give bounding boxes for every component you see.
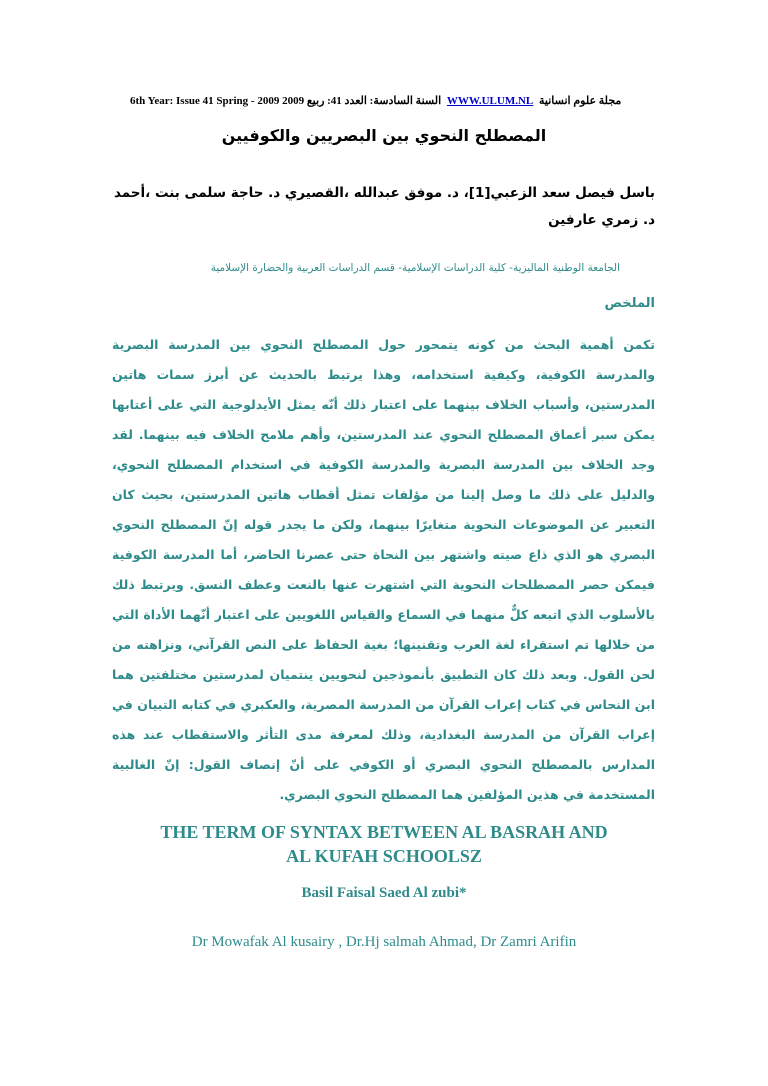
- arabic-affiliation: الجامعة الوطنية الماليزية- كلية الدراسات الإسلامية- قسم الدراسات العربية والحضارة الإسلامية: [210, 262, 620, 274]
- issue-en: 6th Year: Issue 41 Spring - 2009: [130, 95, 280, 107]
- arabic-authors: باسل فيصل سعد الزعبي[1]، د. موفق عبدالله ،القصيري د. حاجة سلمى بنت ،أحمد د. زمري عارفين: [113, 185, 655, 228]
- english-title: [0, 820, 768, 868]
- journal-header: [130, 94, 650, 107]
- abstract-heading: الملخص: [604, 296, 655, 311]
- english-coauthors: Dr Mowafak Al kusairy , Dr.Hj salmah Ahmad, Dr Zamri Arifin: [191, 934, 577, 950]
- arabic-title: المصطلح النحوي بين البصريين والكوفيين: [221, 126, 547, 145]
- arabic-abstract: تكمن أهمية البحث من كونه يتمحور حول المصطلح النحوي بين المدرسة البصرية والمدرسة الكوفية، وكيفية استخدامه، وهذا يرتبط بالحديث عن أبرز سمات هاتين المدرستين، وأسباب الخلاف بينهما على اعتبار ذلك أنّه يمثل الأيدلوجية التي على أعتابها يمكن سبر أعماق المصطلح النحوي عند المدرستين، وأهم ملامح الخلاف فيه بينهما. لقد وجد الخلاف بين المدرسة البصرية والمدرسة الكوفية في استخدام المصطلح النحوي، والدليل على ذلك ما وصل إلينا من مؤلفات تمثل أقطاب هاتين المدرستين، بحيث كان التعبير عن الموضوعات النحوية متغايرًا بينهما، ولكن ما يجدر قوله إنّ المصطلح النحوي البصري هو الذي ذاع صيته واشتهر بين النحاة حتى عصرنا الحاضر، أما المدرسة الكوفية فيمكن حصر المصطلحات النحوية التي اشتهرت عنها بالنعت وعطف النسق. ويرتبط ذلك بالأسلوب الذي اتبعه كلٌّ منهما في السماع والقياس اللغويين على اعتبار أنّهما الأداة التي من خلالها تم استقراء لغة العرب وتقنينها؛ بغية الحفاظ على النص القرآني، ونزاهته من لحن القول. وبعد ذلك كان التطبيق بأنموذجين لنحويين ينتميان لمدرستين مختلفتين هما ابن النحاس في كتاب إعراب القرآن من المدرسة المصرية، والعكبري في كتابه التبيان في إعراب القرآن من المدرسة البغدادية، وذلك لمعرفة مدى التأثر والاستقطاب عند هذه المدارس بالمصطلح النحوي البصري أو الكوفي على أنّ إنصاف القول: إنّ الغالبية المستخدمة في هذين المؤلفين هما المصطلح النحوي البصري.: [112, 337, 655, 802]
- english-title-line2: AL KUFAH SCHOOLSZ: [286, 846, 482, 866]
- english-author: Basil Faisal Saed Al zubi*: [301, 885, 467, 901]
- website-link[interactable]: WWW.ULUM.NL: [446, 95, 534, 107]
- journal-name-ar: مجلة علوم انسانية: [539, 95, 622, 107]
- issue-ar: السنة السادسة: العدد 41: ربيع 2009: [282, 95, 442, 107]
- english-title-line1: THE TERM OF SYNTAX BETWEEN AL BASRAH AND: [160, 822, 608, 842]
